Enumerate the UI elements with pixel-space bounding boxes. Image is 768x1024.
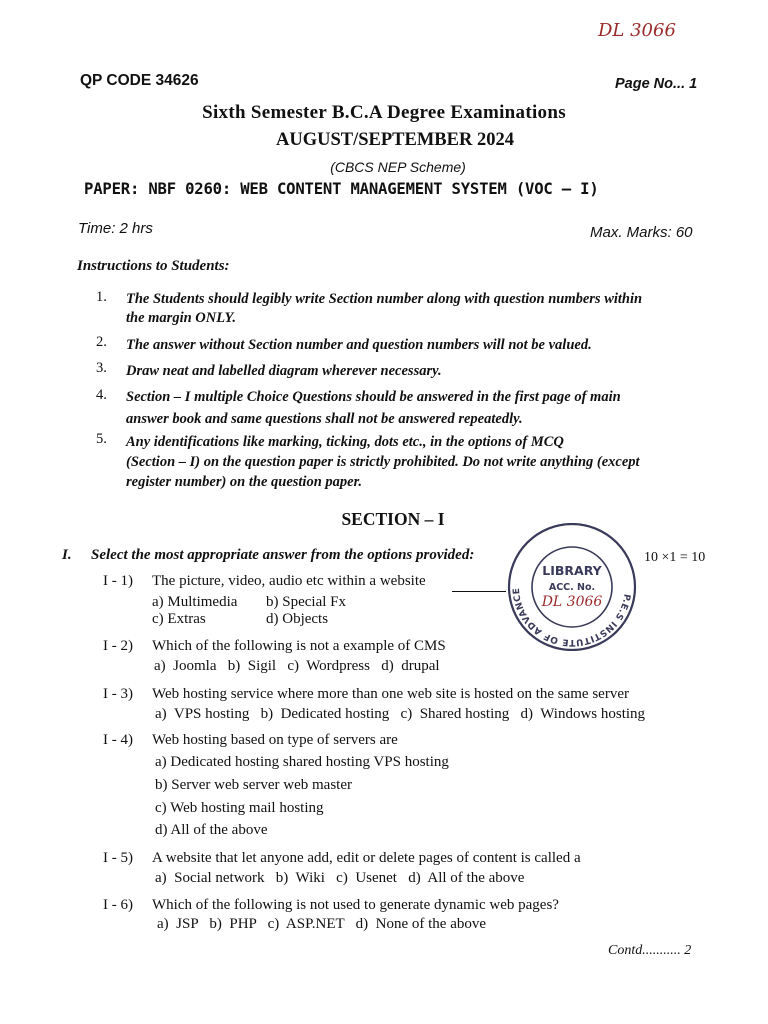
option: b) Special Fx bbox=[266, 594, 346, 610]
instruction-number: 3. bbox=[96, 360, 107, 376]
instruction-text: Any identifications like marking, ticking, dots etc., in the options of MCQ bbox=[126, 434, 564, 450]
instruction-number: 4. bbox=[96, 387, 107, 403]
instruction-number: 2. bbox=[96, 334, 107, 350]
instruction-number: 5. bbox=[96, 431, 107, 447]
page-number: Page No... 1 bbox=[615, 76, 698, 92]
options-line: a) VPS hosting b) Dedicated hosting c) Shared hosting d) Windows hosting bbox=[155, 706, 646, 722]
stamp-acc-label: ACC. No. bbox=[548, 582, 596, 593]
instruction-text: The answer without Section number and question numbers will not be valued. bbox=[126, 337, 592, 353]
max-marks: Max. Marks: 60 bbox=[590, 224, 693, 241]
scheme: (CBCS NEP Scheme) bbox=[330, 159, 466, 175]
options-line: a) Social network b) Wiki c) Usenet d) All of the above bbox=[155, 870, 525, 886]
instruction-text: Draw neat and labelled diagram wherever necessary. bbox=[126, 363, 442, 379]
question-text: Which of the following is not a example of CMS bbox=[152, 638, 446, 654]
options-line: a) Joomla b) Sigil c) Wordpress d) drupal bbox=[154, 658, 440, 674]
stamp-library: LIBRARY bbox=[542, 563, 602, 578]
option: a) Multimedia bbox=[152, 594, 238, 610]
instructions-heading: Instructions to Students: bbox=[77, 258, 230, 274]
option: d) All of the above bbox=[155, 822, 268, 838]
stamp-outer-text: P.E.S INSTITUTE OF ADVANCE bbox=[511, 587, 632, 648]
library-stamp-graphic bbox=[497, 523, 647, 651]
instruction-text: answer book and same questions shall not be answered repeatedly. bbox=[126, 411, 523, 427]
instruction-text: Section – I multiple Choice Questions should be answered in the first page of main bbox=[126, 389, 621, 405]
qp-code: QP CODE 34626 bbox=[80, 72, 199, 89]
options-line: a) JSP b) PHP c) ASP.NET d) None of the above bbox=[157, 916, 487, 932]
question-id: I - 6) bbox=[103, 897, 133, 913]
exam-session: AUGUST/SEPTEMBER 2024 bbox=[276, 130, 514, 150]
instruction-text: The Students should legibly write Section number along with question numbers within bbox=[126, 291, 643, 307]
question-id: I - 5) bbox=[103, 850, 133, 866]
question-id: I - 3) bbox=[103, 686, 133, 702]
option: c) Web hosting mail hosting bbox=[155, 800, 324, 816]
instruction-number: 1. bbox=[96, 289, 107, 305]
time-allowed: Time: 2 hrs bbox=[78, 220, 153, 237]
option: a) Dedicated hosting shared hosting VPS hosting bbox=[155, 754, 449, 770]
question-group-text: Select the most appropriate answer from the options provided: bbox=[91, 547, 475, 563]
question-text: Which of the following is not used to generate dynamic web pages? bbox=[152, 897, 559, 913]
question-text: Web hosting based on type of servers are bbox=[152, 732, 398, 748]
handwritten-reference: DL 3066 bbox=[598, 20, 676, 41]
question-id: I - 1) bbox=[103, 573, 133, 589]
question-id: I - 2) bbox=[103, 638, 133, 654]
answer-blank bbox=[452, 591, 506, 592]
question-text: The picture, video, audio etc within a website bbox=[152, 573, 426, 589]
continued-note: Contd........... 2 bbox=[608, 943, 692, 958]
stamp-acc-number: DL 3066 bbox=[541, 594, 603, 610]
question-text: Web hosting service where more than one web site is hosted on the same server bbox=[152, 686, 629, 702]
instruction-text: register number) on the question paper. bbox=[126, 474, 363, 490]
option: d) Objects bbox=[266, 611, 329, 627]
option: c) Extras bbox=[152, 611, 206, 627]
section-marks: 10 ×1 = 10 bbox=[644, 550, 706, 565]
instruction-text: the margin ONLY. bbox=[126, 310, 236, 326]
library-stamp bbox=[497, 523, 647, 651]
question-id: I - 4) bbox=[103, 732, 133, 748]
option: b) Server web server web master bbox=[155, 777, 352, 793]
instruction-text: (Section – I) on the question paper is strictly prohibited. Do not write anything (except bbox=[126, 454, 640, 470]
question-text: A website that let anyone add, edit or delete pages of content is called a bbox=[152, 850, 581, 866]
section-title: SECTION – I bbox=[341, 509, 445, 529]
exam-title: Sixth Semester B.C.A Degree Examinations bbox=[202, 102, 566, 123]
paper-title: PAPER: NBF 0260: WEB CONTENT MANAGEMENT SYSTEM (VOC – I) bbox=[84, 180, 599, 198]
question-group-number: I. bbox=[62, 547, 72, 563]
